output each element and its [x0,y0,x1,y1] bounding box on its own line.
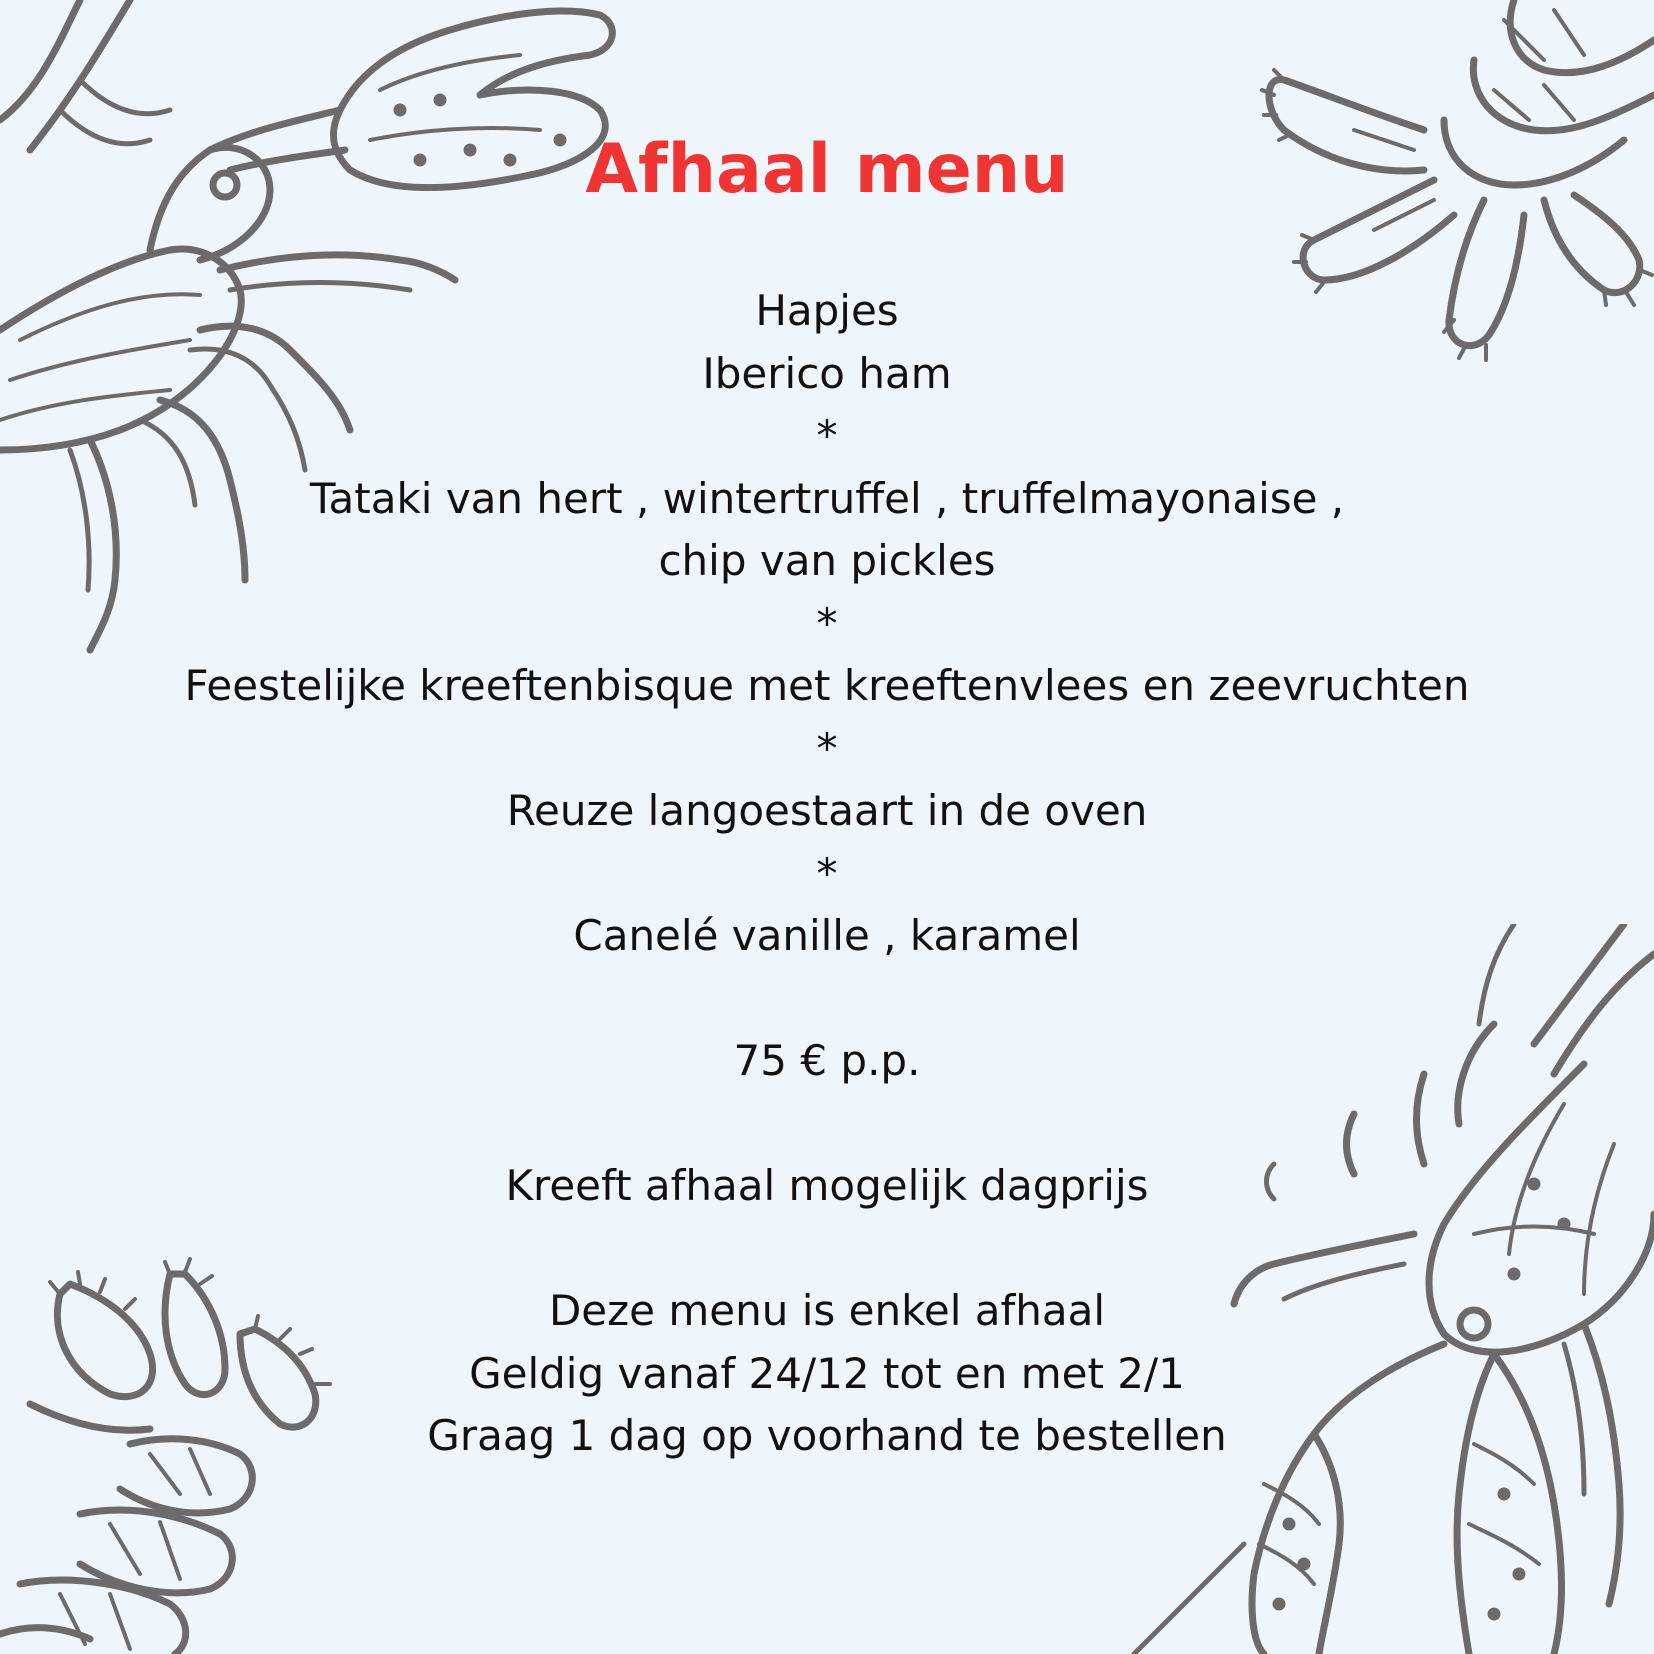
menu-body [0,280,1654,1468]
menu-spacer [0,968,1654,1031]
menu-separator: * [816,723,838,773]
menu-separator: * [816,848,838,898]
menu-separator: * [816,598,838,648]
menu-line-hapjes: Hapjes [755,286,899,335]
menu-line-langoest: Reuze langoestaart in de oven [506,786,1148,835]
menu-line-bisque: Feestelijke kreeftenbisque met kreeftenvlees en zeevruchten [184,661,1470,710]
menu-note-afhaal: Deze menu is enkel afhaal [548,1286,1106,1335]
menu-spacer [0,1218,1654,1281]
menu-line-dessert: Canelé vanille , karamel [573,911,1081,960]
menu-line-tataki: Tataki van hert , wintertruffel , truffelmayonaise , [309,473,1345,523]
menu-note-kreeft: Kreeft afhaal mogelijk dagprijs [505,1161,1149,1210]
menu-note-bestellen: Graag 1 dag op voorhand te bestellen [427,1411,1227,1460]
menu-price: 75 € p.p. [733,1036,921,1085]
menu-line-tataki-cont: chip van pickles [658,536,996,585]
menu-note-geldig: Geldig vanaf 24/12 tot en met 2/1 [469,1348,1185,1398]
menu-spacer [0,1093,1654,1156]
menu-title: Afhaal menu [585,130,1069,209]
menu-line-iberico: Iberico ham [702,348,952,398]
menu-separator: * [816,411,838,460]
